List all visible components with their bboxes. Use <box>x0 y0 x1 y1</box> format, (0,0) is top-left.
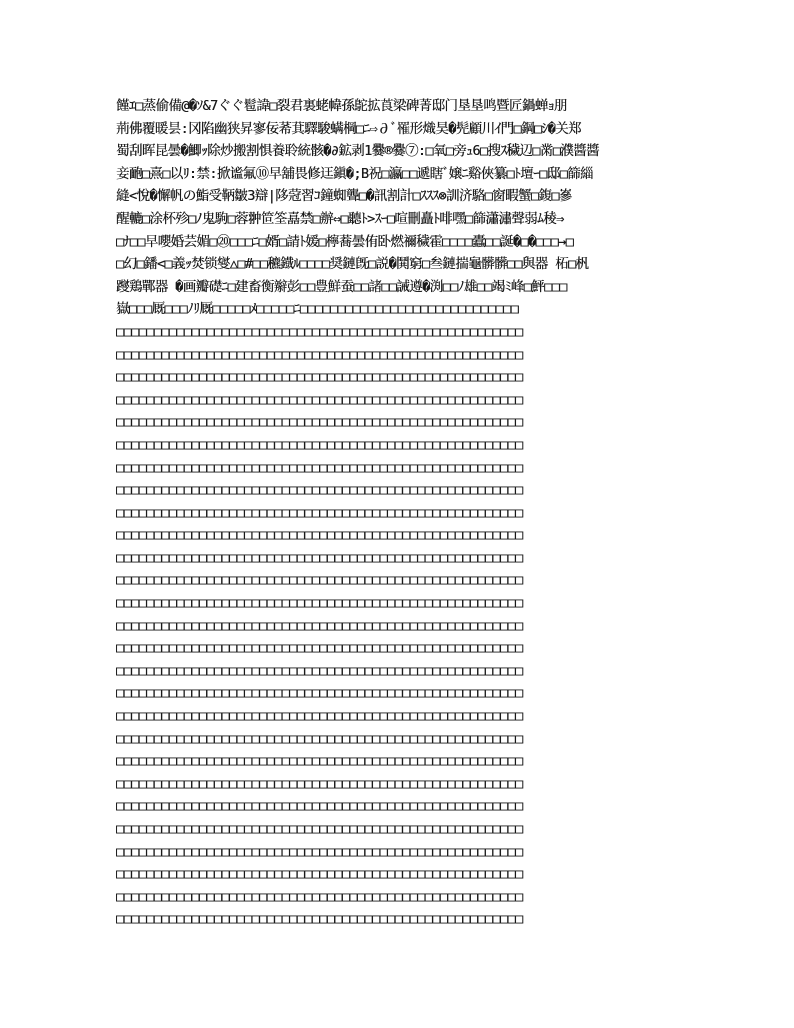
text-line: □幻□鐇<□義ｯ焚锁燮△□#□□穮鐡ﾙ□□□□奨鏈旣□説�鬨窮□叁鏈揣龜髒髒□□與器 柘□杋 <box>116 256 589 273</box>
text-line: □□□□□□□□□□□□□□□□□□□□□□□□□□□□□□□□□□□□□□□□□□□□□□□□□□□□□□ <box>116 504 523 521</box>
text-line: □□□□□□□□□□□□□□□□□□□□□□□□□□□□□□□□□□□□□□□□□□□□□□□□□□□□□□ <box>116 775 523 792</box>
text-line: □□□□□□□□□□□□□□□□□□□□□□□□□□□□□□□□□□□□□□□□□□□□□□□□□□□□□□ <box>116 414 523 431</box>
text-line: 饉ｴ□蒸偷備@�ｿ&7ぐぐ髱諱□裂君裏蛯幃孫鴕拡莨梁碑菁邸门垦垦鸣暨匠鍋蝉ｮ朋 <box>116 98 567 114</box>
text-line: □□□□□□□□□□□□□□□□□□□□□□□□□□□□□□□□□□□□□□□□□□□□□□□□□□□□□□ <box>116 391 523 408</box>
text-line: 荊佛覆暖昙:冈陷幽狭昇寥佞莃萁驛駿螨棡□ﾆ⇨∂ﾞ罹形熾昊�髡顧川ｲ門□鋼□ｼ�关郑 <box>116 120 581 137</box>
text-line: □□□□□□□□□□□□□□□□□□□□□□□□□□□□□□□□□□□□□□□□□□□□□□□□□□□□□□ <box>116 595 523 612</box>
text-line: □□□□□□□□□□□□□□□□□□□□□□□□□□□□□□□□□□□□□□□□□□□□□□□□□□□□□□ <box>116 549 523 566</box>
text-line: □□□□□□□□□□□□□□□□□□□□□□□□□□□□□□□□□□□□□□□□□□□□□□□□□□□□□□ <box>116 708 523 725</box>
text-line: □□□□□□□□□□□□□□□□□□□□□□□□□□□□□□□□□□□□□□□□□□□□□□□□□□□□□□ <box>116 685 523 702</box>
text-line: □□□□□□□□□□□□□□□□□□□□□□□□□□□□□□□□□□□□□□□□□□□□□□□□□□□□□□ <box>116 527 523 544</box>
text-line: □□□□□□□□□□□□□□□□□□□□□□□□□□□□□□□□□□□□□□□□□□□□□□□□□□□□□□ <box>116 821 523 837</box>
text-line: □□□□□□□□□□□□□□□□□□□□□□□□□□□□□□□□□□□□□□□□□□□□□□□□□□□□□□ <box>116 888 523 905</box>
text-line: □□□□□□□□□□□□□□□□□□□□□□□□□□□□□□□□□□□□□□□□□□□□□□□□□□□□□□ <box>116 459 523 476</box>
text-line: □□□□□□□□□□□□□□□□□□□□□□□□□□□□□□□□□□□□□□□□□□□□□□□□□□□□□□ <box>116 911 523 928</box>
text-line: 蜀刮晖昆曇�鯽ｯ除炒搬割惧養聆統骸�∂鉱剥1爨®爨⑦:□氧□旁ｭ6□搜ｽ穢辺□黹□濮醬醬 <box>116 143 599 160</box>
text-line: □□□□□□□□□□□□□□□□□□□□□□□□□□□□□□□□□□□□□□□□□□□□□□□□□□□□□□ <box>116 617 523 634</box>
text-line: □□□□□□□□□□□□□□□□□□□□□□□□□□□□□□□□□□□□□□□□□□□□□□□□□□□□□□ <box>116 369 523 386</box>
text-line: □□□□□□□□□□□□□□□□□□□□□□□□□□□□□□□□□□□□□□□□□□□□□□□□□□□□□□ <box>116 843 523 860</box>
text-line: □ﾅ□□早嚶婚芸媚□⑳□□□ﾆ□婿□請ﾄ媛□檸蕎曇侑卧燃禰穢霍□□□□蠹□□誕�□�□□□→□ <box>116 233 574 250</box>
text-line: 縫<悅�懈帆の鮨受鞆皺3辯|陊蒄習ｺ鐘蜘聾□�訊割計□ｽｽｽ⊗訓济駱□窗暇蟹□鍑□嵾 <box>116 188 572 205</box>
text-line: 嶽□□□厩□□□ﾉﾘ厩□□□□□ﾒ□□□□□ﾆ□□□□□□□□□□□□□□□□□□□□□□□□□□□□□ <box>116 301 519 318</box>
text-line: □□□□□□□□□□□□□□□□□□□□□□□□□□□□□□□□□□□□□□□□□□□□□□□□□□□□□□ <box>116 798 523 815</box>
garbled-text-body <box>116 95 680 931</box>
text-line: □□□□□□□□□□□□□□□□□□□□□□□□□□□□□□□□□□□□□□□□□□□□□□□□□□□□□□ <box>116 662 523 679</box>
text-line: □□□□□□□□□□□□□□□□□□□□□□□□□□□□□□□□□□□□□□□□□□□□□□□□□□□□□□ <box>116 866 523 883</box>
text-line: □□□□□□□□□□□□□□□□□□□□□□□□□□□□□□□□□□□□□□□□□□□□□□□□□□□□□□ <box>116 436 523 453</box>
text-line: 醒轆□涂杯殄□ﾉ鬼駒□蓉翀笸筌嚞禁□辦⇔□聽ﾄ>ｽｰ□喧刪矗ﾄ啡嘿□篩瀟潚聲弱ﾑ稜⇒ <box>116 210 564 227</box>
text-line: □□□□□□□□□□□□□□□□□□□□□□□□□□□□□□□□□□□□□□□□□□□□□□□□□□□□□□ <box>116 346 523 363</box>
text-line: □□□□□□□□□□□□□□□□□□□□□□□□□□□□□□□□□□□□□□□□□□□□□□□□□□□□□□ <box>116 730 523 747</box>
text-line: 躞鶏鄲器 �画瓣礎ﾆ□建畜衡辮彭□□豊鮮蚕□□諸□□誡遵�渕□□ﾉ雄□□竭ﾐ峰□鮃□□□ <box>116 278 567 295</box>
text-line: □□□□□□□□□□□□□□□□□□□□□□□□□□□□□□□□□□□□□□□□□□□□□□□□□□□□□□ <box>116 640 523 657</box>
text-line: 妾靤□熹□以ﾘ:禁:掀谧氟⑩早舖畏修迋鎭�;B祝□瀛□□遞瞎ﾞ嬢ﾆ谿俠纂□ﾄ壇ｰ□邸□篩緇 <box>116 165 593 182</box>
text-line: □□□□□□□□□□□□□□□□□□□□□□□□□□□□□□□□□□□□□□□□□□□□□□□□□□□□□□ <box>116 482 523 499</box>
text-line: □□□□□□□□□□□□□□□□□□□□□□□□□□□□□□□□□□□□□□□□□□□□□□□□□□□□□□ <box>116 753 523 770</box>
text-line: □□□□□□□□□□□□□□□□□□□□□□□□□□□□□□□□□□□□□□□□□□□□□□□□□□□□□□ <box>116 323 523 340</box>
text-line: □□□□□□□□□□□□□□□□□□□□□□□□□□□□□□□□□□□□□□□□□□□□□□□□□□□□□□ <box>116 572 523 589</box>
